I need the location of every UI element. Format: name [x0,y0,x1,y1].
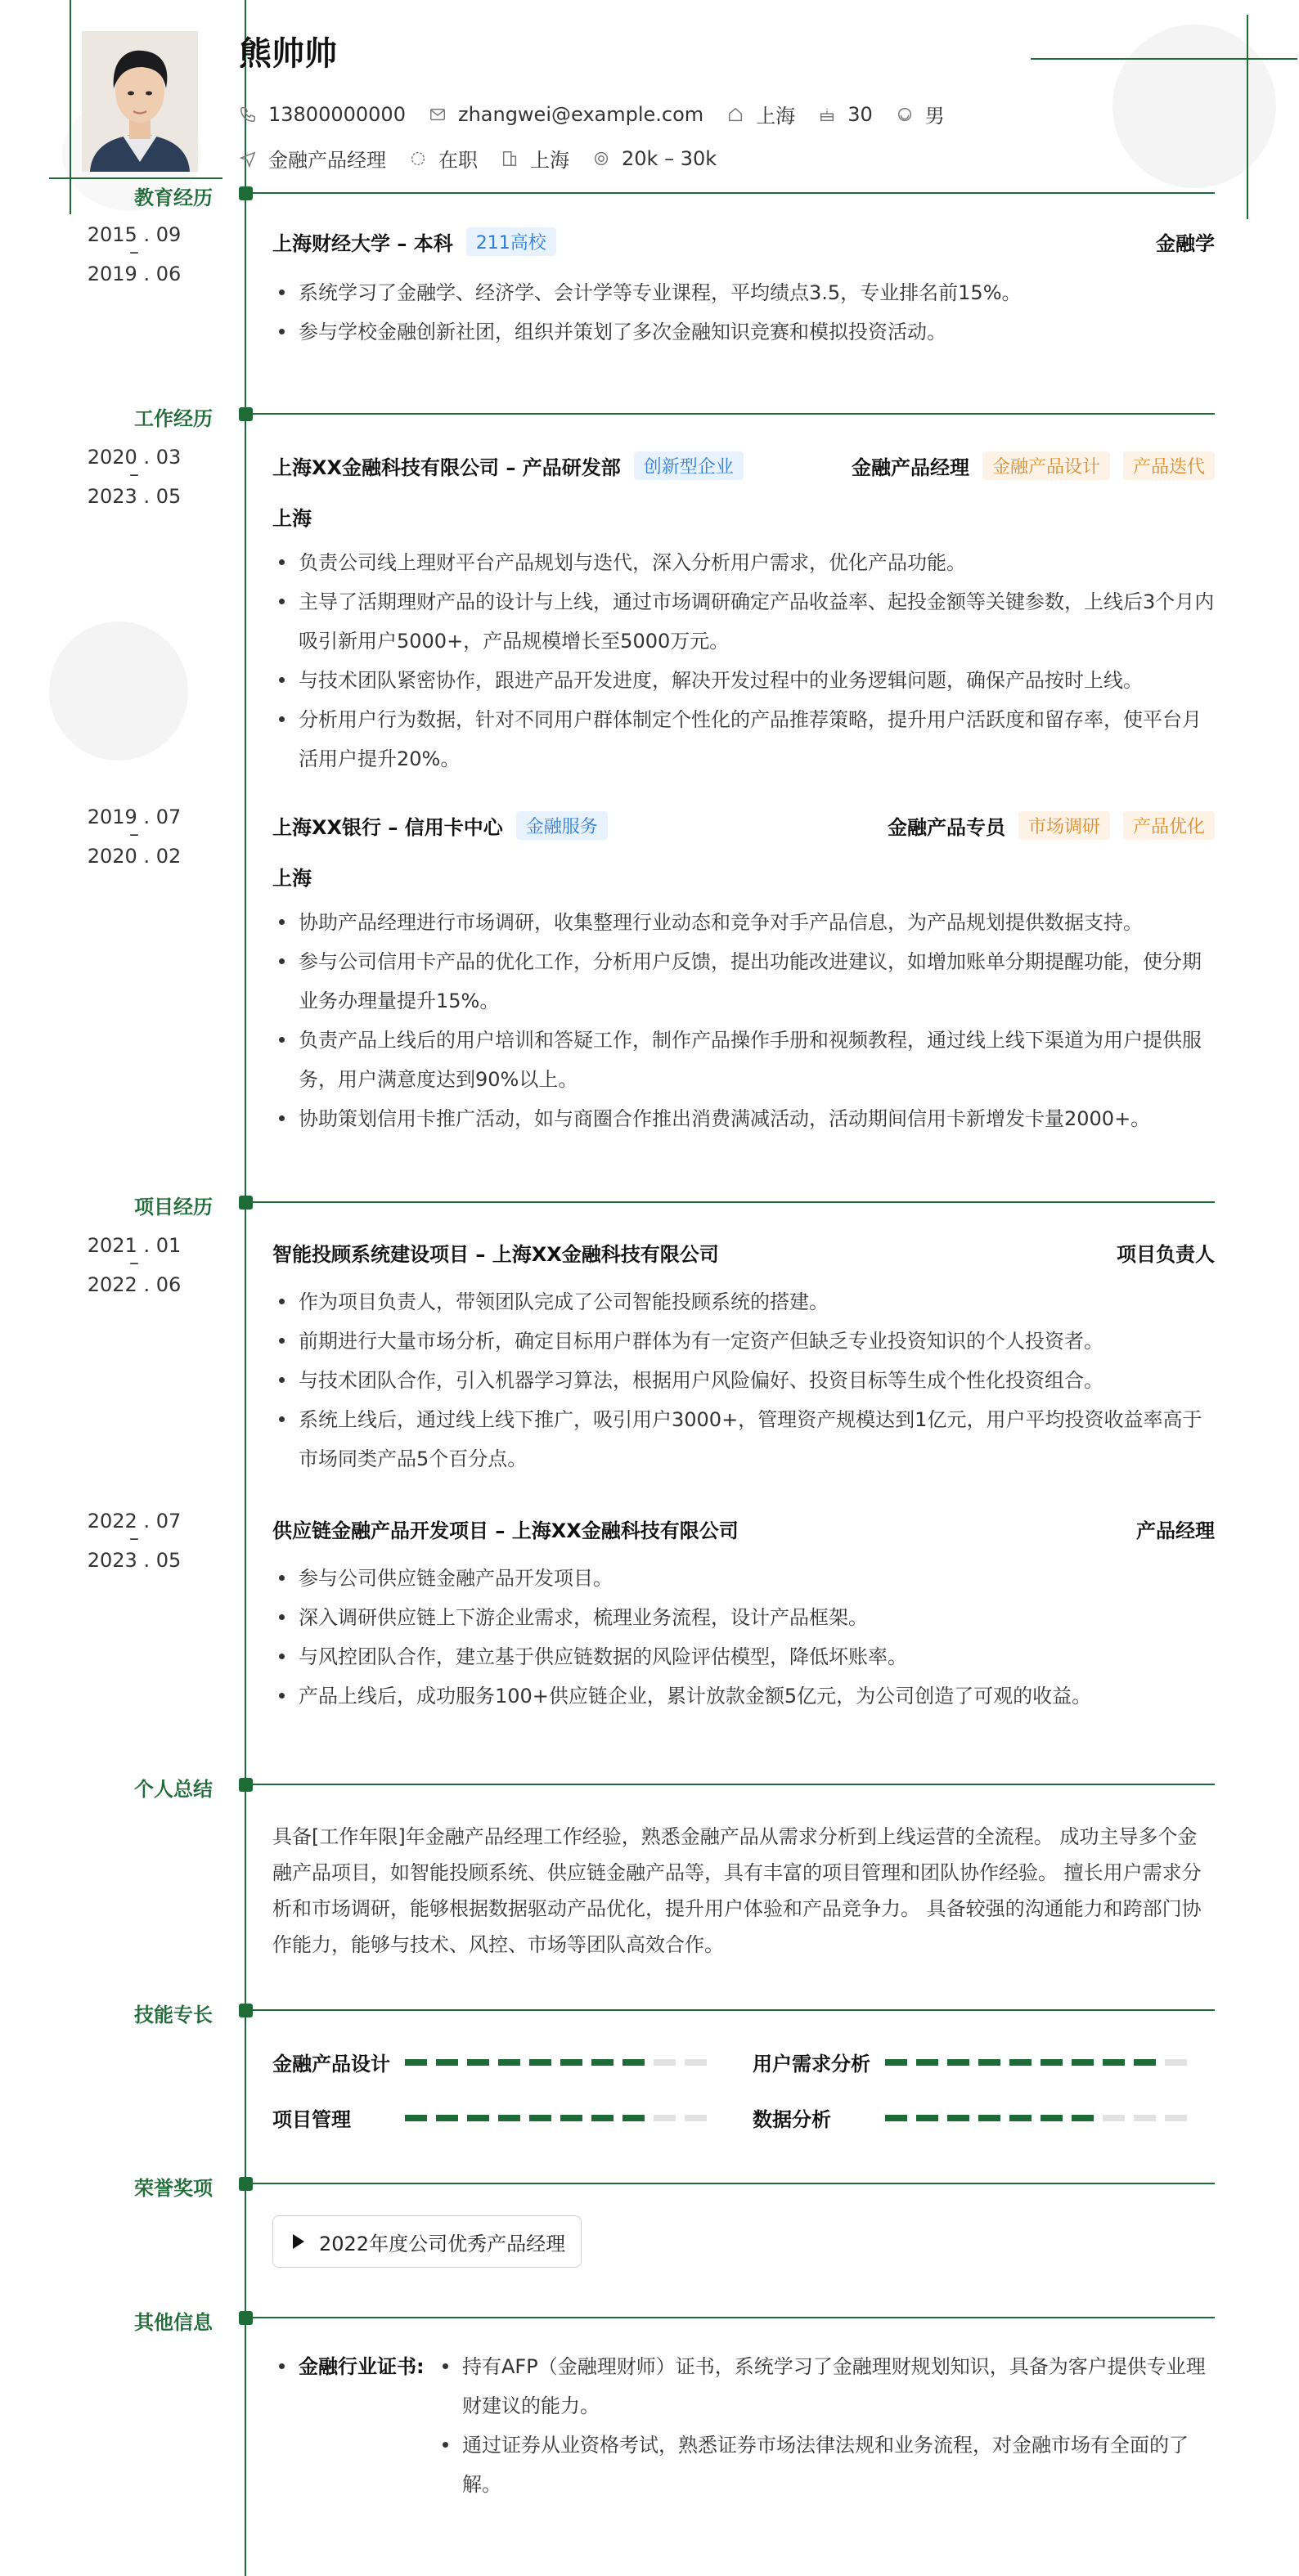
school-name: 上海财经大学 – 本科 [272,232,453,255]
certificate-label: 金融行业证书: [299,2355,425,2378]
skill-segment [560,2115,582,2121]
skill-segment [529,2059,551,2066]
section-divider [253,2009,1215,2011]
work-entry-header [272,451,1215,480]
contact-row [239,100,968,128]
skill-item [753,2103,1196,2132]
skill-segment [1134,2059,1156,2066]
decor-line [1031,58,1297,60]
summary-text: 具备[工作年限]年金融产品经理工作经验，熟悉金融产品从需求分析到上线运营的全流程。 成功主导多个金融产品项目，如智能投顾系统、供应链金融产品等，具有丰富的项目管理和团队协作经验。 擅长用户需求分析和市场调研，能够根据数据驱动产品优化，提升用户体验和产品竞争力。 具备较强的沟通能力和跨部门协作能力，能够与技术、风控、市场等团队高效合作。 [272,1825,1202,1956]
list-item: 深入调研供应链上下游企业需求，梳理业务流程，设计产品框架。 [272,1598,1215,1637]
company-tag: 金融服务 [516,811,608,840]
skill-segment [1072,2059,1094,2066]
project-name: 供应链金融产品开发项目 – 上海XX金融科技有限公司 [272,1519,739,1542]
role-tag: 市场调研 [1018,811,1110,840]
skill-segment [916,2115,938,2121]
skill-segment [405,2115,427,2121]
avatar [82,31,198,172]
skill-level-bar [405,2115,716,2121]
section-divider [253,413,1215,415]
building-icon [501,150,519,168]
list-item: 参与公司供应链金融产品开发项目。 [272,1559,1215,1598]
work-city: 上海 [272,867,312,890]
skill-segment [1103,2115,1125,2121]
work-bullets [272,543,1215,779]
project-entry-header [272,1515,1215,1543]
skill-name: 数据分析 [753,2108,831,2131]
project-role: 产品经理 [1136,1519,1215,1542]
position-text: 金融产品经理 [268,149,386,172]
award-text: 2022年度公司优秀产品经理 [319,2232,566,2255]
list-item: 前期进行大量市场分析，确定目标用户群体为有一定资产但缺乏专业投资知识的个人投资者。 [272,1322,1215,1361]
section-divider [253,1201,1215,1203]
list-item: 作为项目负责人，带领团队完成了公司智能投顾系统的搭建。 [272,1282,1215,1322]
skill-segment [1134,2115,1156,2121]
skill-segment [1072,2115,1094,2121]
list-item: 持有AFP（金融理财师）证书，系统学习了金融理财规划知识，具备为客户提供专业理财建议的能力。 [436,2347,1215,2426]
skill-segment [685,2115,707,2121]
bullet [272,2347,299,2504]
list-item: 主导了活期理财产品的设计与上线，通过市场调研确定产品收益率、起投金额等关键参数，上线后3个月内吸引新用户5000+，产品规模增长至5000万元。 [272,582,1215,661]
section-divider [253,192,1215,194]
list-item: 与技术团队合作，引入机器学习算法，根据用户风险偏好、投资目标等生成个性化投资组合。 [272,1361,1215,1400]
section-marker [239,2311,253,2325]
skill-segment [885,2059,907,2066]
entry-date: 2021 . 01 – 2022 . 06 [87,1234,182,1296]
list-item: 负责产品上线后的用户培训和答疑工作，制作产品操作手册和视频教程，通过线上线下渠道为用户提供服务，用户满意度达到90%以上。 [272,1021,1215,1099]
skill-segment [623,2059,645,2066]
skill-segment [1009,2059,1032,2066]
other-info [272,2347,1215,2504]
skill-segment [978,2059,1000,2066]
list-item: 参与公司信用卡产品的优化工作，分析用户反馈，提出功能改进建议，如增加账单分期提醒功能，使分期业务办理量提升15%。 [272,942,1215,1021]
skill-segment [467,2059,489,2066]
section-title: 荣誉奖项 [134,2177,213,2200]
skill-segment [947,2115,969,2121]
skill-segment [1103,2059,1125,2066]
list-item: 与风控团队合作，建立基于供应链数据的风险评估模型，降低坏账率。 [272,1637,1215,1676]
list-item: 系统上线后，通过线上线下推广，吸引用户3000+，管理资产规模达到1亿元，用户平均投资收益率高于市场同类产品5个百分点。 [272,1400,1215,1479]
skill-segment [436,2115,458,2121]
job-role: 金融产品经理 [851,456,969,479]
list-item: 系统学习了金融学、经济学、会计学等专业课程，平均绩点3.5，专业排名前15%。 [272,273,1215,312]
phone-text: 13800000000 [268,102,406,126]
gender-text: 男 [924,105,945,128]
decor-circle [49,622,188,761]
skill-level-bar [885,2059,1196,2066]
email-text: zhangwei@example.com [457,102,704,126]
decor-line [49,177,222,179]
skill-segment [591,2059,614,2066]
section-marker [239,186,253,200]
skill-segment [591,2115,614,2121]
decor-line [1247,15,1248,219]
project-bullets [272,1559,1215,1716]
skill-item [272,2103,716,2132]
work-bullets [272,903,1215,1138]
work-entry-header [272,811,1215,840]
gender-icon [896,105,914,123]
section-marker [239,407,253,421]
entry-date: 2019 . 07 – 2020 . 02 [87,806,182,868]
play-icon [293,2234,304,2249]
skill-segment [885,2115,907,2121]
skill-segment [436,2059,458,2066]
skill-item [753,2048,1196,2076]
status-text: 在职 [438,149,478,172]
list-item: 负责公司线上理财平台产品规划与迭代，深入分析用户需求，优化产品功能。 [272,543,1215,582]
list-item: 协助策划信用卡推广活动，如与商圈合作推出消费满减活动，活动期间信用卡新增发卡量2000+。 [272,1099,1215,1138]
send-icon [239,150,257,168]
skill-segment [529,2115,551,2121]
salary-text: 20k – 30k [622,146,717,170]
skill-item [272,2048,716,2076]
skill-segment [1165,2059,1187,2066]
project-role: 项目负责人 [1117,1243,1215,1266]
salary-icon [592,150,610,168]
skill-level-bar [885,2115,1196,2121]
section-marker [239,2004,253,2017]
skill-segment [1041,2115,1063,2121]
city-text: 上海 [530,149,569,172]
skill-segment [560,2059,582,2066]
list-item: 协助产品经理进行市场调研，收集整理行业动态和竞争对手产品信息，为产品规划提供数据支持。 [272,903,1215,942]
job-intent-row [239,144,739,173]
skill-level-bar [405,2059,716,2066]
section-divider [253,2317,1215,2318]
skill-name: 用户需求分析 [753,2053,870,2076]
skill-name: 金融产品设计 [272,2053,390,2076]
decor-line [70,0,71,214]
section-marker [239,1196,253,1209]
project-bullets [272,1282,1215,1479]
section-divider [253,1784,1215,1785]
home-icon [726,105,744,123]
award-item [272,2215,582,2268]
section-title: 个人总结 [134,1778,213,1801]
skill-segment [916,2059,938,2066]
section-title: 技能专长 [134,2004,213,2026]
entry-date: 2015 . 09 – 2019 . 06 [87,223,182,285]
certificate-list [436,2347,1215,2504]
section-divider [253,2183,1215,2184]
skill-segment [498,2115,520,2121]
cake-icon [818,105,836,123]
major: 金融学 [1156,232,1215,255]
education-bullets [272,273,1215,352]
section-title: 其他信息 [134,2311,213,2334]
skill-segment [1165,2115,1187,2121]
mail-icon [429,105,447,123]
skill-segment [654,2059,676,2066]
skill-segment [947,2059,969,2066]
section-title: 工作经历 [134,407,213,430]
section-title: 教育经历 [134,186,213,209]
education-entry-header [272,227,1215,256]
location-text: 上海 [756,105,796,128]
skill-segment [654,2115,676,2121]
company-name: 上海XX银行 – 信用卡中心 [272,816,503,839]
list-item: 分析用户行为数据，针对不同用户群体制定个性化的产品推荐策略，提升用户活跃度和留存率，使平台月活用户提升20%。 [272,700,1215,779]
status-icon [409,150,427,168]
section-marker [239,1778,253,1792]
list-item: 产品上线后，成功服务100+供应链企业，累计放款金额5亿元，为公司创造了可观的收益。 [272,1676,1215,1716]
skill-segment [978,2115,1000,2121]
decor-circle [1112,25,1276,188]
age-text: 30 [847,102,873,126]
role-tag: 产品优化 [1123,811,1215,840]
list-item: 与技术团队紧密协作，跟进产品开发进度，解决开发过程中的业务逻辑问题，确保产品按时上线。 [272,661,1215,700]
company-tag: 创新型企业 [634,451,744,480]
skill-segment [1041,2059,1063,2066]
school-tag: 211高校 [466,227,556,256]
skill-segment [405,2059,427,2066]
role-tag: 金融产品设计 [982,451,1110,480]
skill-segment [623,2115,645,2121]
candidate-name: 熊帅帅 [239,35,337,73]
list-item: 参与学校金融创新社团，组织并策划了多次金融知识竞赛和模拟投资活动。 [272,312,1215,352]
role-tag: 产品迭代 [1123,451,1215,480]
section-title: 项目经历 [134,1196,213,1218]
entry-date: 2020 . 03 – 2023 . 05 [87,446,182,508]
entry-date: 2022 . 07 – 2023 . 05 [87,1510,182,1572]
list-item: 通过证券从业资格考试，熟悉证券市场法律法规和业务流程，对金融市场有全面的了解。 [436,2426,1215,2504]
skill-segment [498,2059,520,2066]
job-role: 金融产品专员 [887,816,1005,839]
project-name: 智能投顾系统建设项目 – 上海XX金融科技有限公司 [272,1243,719,1266]
company-name: 上海XX金融科技有限公司 – 产品研发部 [272,456,621,479]
phone-icon [239,105,257,123]
skill-name: 项目管理 [272,2108,351,2131]
section-marker [239,2177,253,2191]
skill-segment [685,2059,707,2066]
project-entry-header [272,1238,1215,1267]
work-city: 上海 [272,507,312,530]
skill-segment [1009,2115,1032,2121]
skill-segment [467,2115,489,2121]
